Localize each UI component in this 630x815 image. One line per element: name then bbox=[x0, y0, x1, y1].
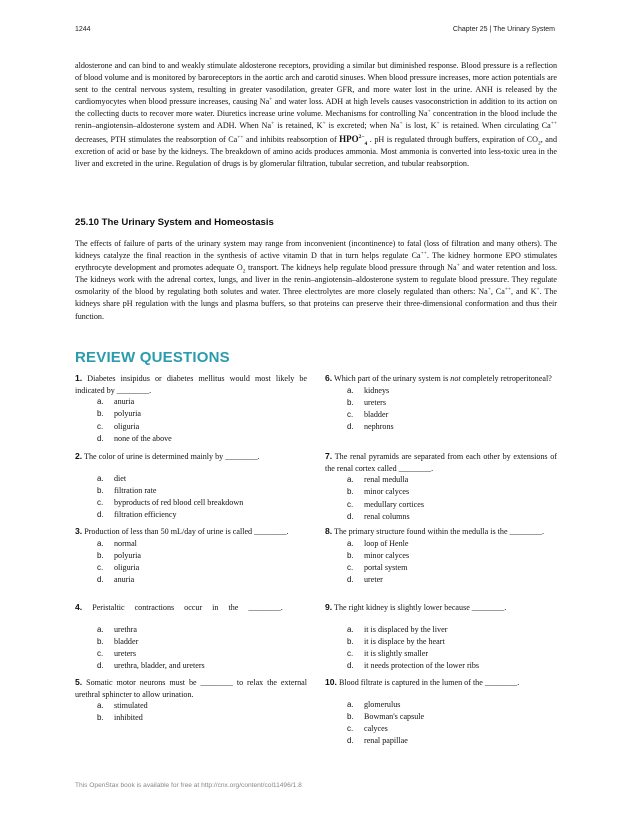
question-3 bbox=[75, 526, 307, 586]
question-text: Which part of the urinary system is bbox=[332, 374, 451, 383]
question-9 bbox=[325, 602, 557, 672]
option: b. inhibited bbox=[97, 713, 143, 723]
option: d. anuria bbox=[97, 575, 135, 585]
question-10 bbox=[325, 677, 557, 747]
question-text: Blood filtrate is captured in the lumen of the ________. bbox=[336, 678, 520, 687]
option: c. it is slightly smaller bbox=[347, 648, 429, 658]
question-4 bbox=[75, 602, 307, 672]
question-number: 4. bbox=[75, 602, 83, 612]
question-number: 3. bbox=[75, 526, 83, 536]
question-text: Peristaltic contractions occur in the ________. bbox=[82, 603, 283, 612]
option: c. oliguria bbox=[97, 421, 140, 431]
option: d. ureter bbox=[347, 575, 383, 585]
option: a. diet bbox=[97, 473, 127, 483]
question-number: 10. bbox=[325, 677, 337, 687]
option: a. anuria bbox=[97, 397, 135, 407]
intro-paragraph: aldosterone and can bind to and weakly stimulate aldosterone receptors, providing a similar but diminished response. Blood pressure is a reflection of blood volume and is monitored by baroreceptors in the aortic arch and carotid sinuses. When blood pressure increases, more action potentials are sent to the central nervous system, resulting in greater vasodilation, greater GFR, and more water lost in the urine. ANH is released by the cardiomyocytes when blood pressure increases, causing Na+ and water loss. ADH at high levels causes vasoconstriction in addition to its action on the collecting ducts to recover more water. Diuretics increase urine volume. Mechanisms for controlling Na+ concentration in the blood include the renin–angiotensin–aldosterone system and ADH. When Na+ is retained, K+ is excreted; when Na+ is lost, K+ is retained. When circulating Ca++ decreases, PTH stimulates the reabsorption of Ca++ and inhibits reabsorption of $HPO^{2-}_4$ . pH is regulated through buffers, expiration of $CO_2$, and excretion of acid or base by the kidneys. The breakdown of amino acids produces ammonia. Most ammonia is converted into less-toxic urea in the liver and excreted in the urine. Regulation of drugs is by glomerular filtration, tubular secretion, and tubular reabsorption. bbox=[75, 61, 557, 168]
option: a. renal medulla bbox=[347, 475, 409, 485]
option: c. ureters bbox=[97, 648, 137, 658]
option: a. glomerulus bbox=[347, 699, 401, 709]
option: d. it needs protection of the lower ribs bbox=[347, 661, 480, 671]
option: c. calyces bbox=[347, 723, 388, 733]
question-text: Diabetes insipidus or diabetes mellitus would most likely be indicated by ________. bbox=[75, 374, 307, 395]
option: d. filtration efficiency bbox=[97, 510, 177, 520]
option: c. portal system bbox=[347, 562, 408, 572]
question-6: 6. Which part of the urinary system is not completely retroperitoneal? a. kidneys b. ureters c. bladder d. nephrons bbox=[325, 373, 557, 433]
section-title: 25.10 The Urinary System and Homeostasis bbox=[75, 217, 274, 228]
option: b. polyuria bbox=[97, 550, 141, 560]
hpo-formula: $HPO^{2-}_4$ bbox=[339, 133, 368, 147]
option: d. none of the above bbox=[97, 433, 172, 443]
question-8 bbox=[325, 526, 557, 586]
option: b. Bowman's capsule bbox=[347, 711, 425, 721]
option: b. minor calyces bbox=[347, 487, 410, 497]
question-number: 7. bbox=[325, 451, 333, 461]
option: a. loop of Henle bbox=[347, 538, 409, 548]
option: a. kidneys bbox=[347, 385, 390, 395]
option: a. urethra bbox=[97, 624, 137, 634]
section-paragraph: The effects of failure of parts of the urinary system may range from inconvenient (incontinence) to fatal (loss of filtration and many others). The kidneys catalyze the final reaction in the synthesis of active vitamin D that in turn helps regulate Ca++. The kidney hormone EPO stimulates erythrocyte development and promotes adequate $O_2$ transport. The kidneys help regulate blood pressure through Na+ and water retention and loss. The kidneys work with the adrenal cortex, lungs, and liver in the renin–angiotensin–aldosterone system to regulate blood pressure. They regulate osmolarity of the blood by regulating both solutes and water. Three electrolytes are more closely regulated than others: Na+, Ca++, and K+. The kidneys share pH regulation with the lungs and plasma buffers, so that proteins can preserve their three-dimensional conformation and thus their function. bbox=[75, 239, 558, 321]
question-number: 5. bbox=[75, 677, 83, 687]
question-number: 1. bbox=[75, 373, 83, 383]
option: a. it is displaced by the liver bbox=[347, 624, 448, 634]
option: d. urethra, bladder, and ureters bbox=[97, 661, 205, 671]
option: b. minor calyces bbox=[347, 550, 410, 560]
question-text: Production of less than 50 mL/day of urine is called ________. bbox=[82, 527, 289, 536]
question-text: Somatic motor neurons must be ________ to relax the external urethral sphincter to allow urination. bbox=[75, 678, 307, 699]
option: d. nephrons bbox=[347, 422, 394, 432]
question-text: The renal pyramids are separated from each other by extensions of the renal cortex called ________. bbox=[325, 452, 557, 473]
page-footer: This OpenStax book is available for free at http://cnx.org/content/col11496/1.8 bbox=[75, 782, 302, 789]
page-number: 1244 bbox=[75, 26, 91, 33]
option: b. it is displace by the heart bbox=[347, 636, 445, 646]
option: c. oliguria bbox=[97, 562, 140, 572]
option: b. polyuria bbox=[97, 409, 141, 419]
question-number: 6. bbox=[325, 373, 333, 383]
chapter-title: Chapter 25 | The Urinary System bbox=[452, 26, 555, 33]
option: b. bladder bbox=[97, 636, 139, 646]
review-questions-heading: REVIEW QUESTIONS bbox=[75, 349, 230, 366]
question-number: 9. bbox=[325, 602, 333, 612]
option: d. renal papillae bbox=[347, 736, 408, 746]
option: b. filtration rate bbox=[97, 485, 157, 495]
question-text: The primary structure found within the medulla is the ________. bbox=[332, 527, 544, 536]
question-number: 2. bbox=[75, 451, 83, 461]
option: c. bladder bbox=[347, 409, 389, 419]
option: c. medullary cortices bbox=[347, 499, 425, 509]
option: d. renal columns bbox=[347, 511, 410, 521]
option: a. stimulated bbox=[97, 701, 148, 711]
option: a. normal bbox=[97, 538, 137, 548]
option: c. byproducts of red blood cell breakdown bbox=[97, 497, 244, 507]
option: b. ureters bbox=[347, 397, 387, 407]
question-2 bbox=[75, 451, 307, 521]
question-5 bbox=[75, 677, 307, 725]
question-text: The color of urine is determined mainly by ________. bbox=[82, 452, 260, 461]
question-number: 8. bbox=[325, 526, 333, 536]
question-7 bbox=[325, 451, 557, 523]
question-1 bbox=[75, 373, 307, 445]
question-text: The right kidney is slightly lower because ________. bbox=[332, 603, 507, 612]
